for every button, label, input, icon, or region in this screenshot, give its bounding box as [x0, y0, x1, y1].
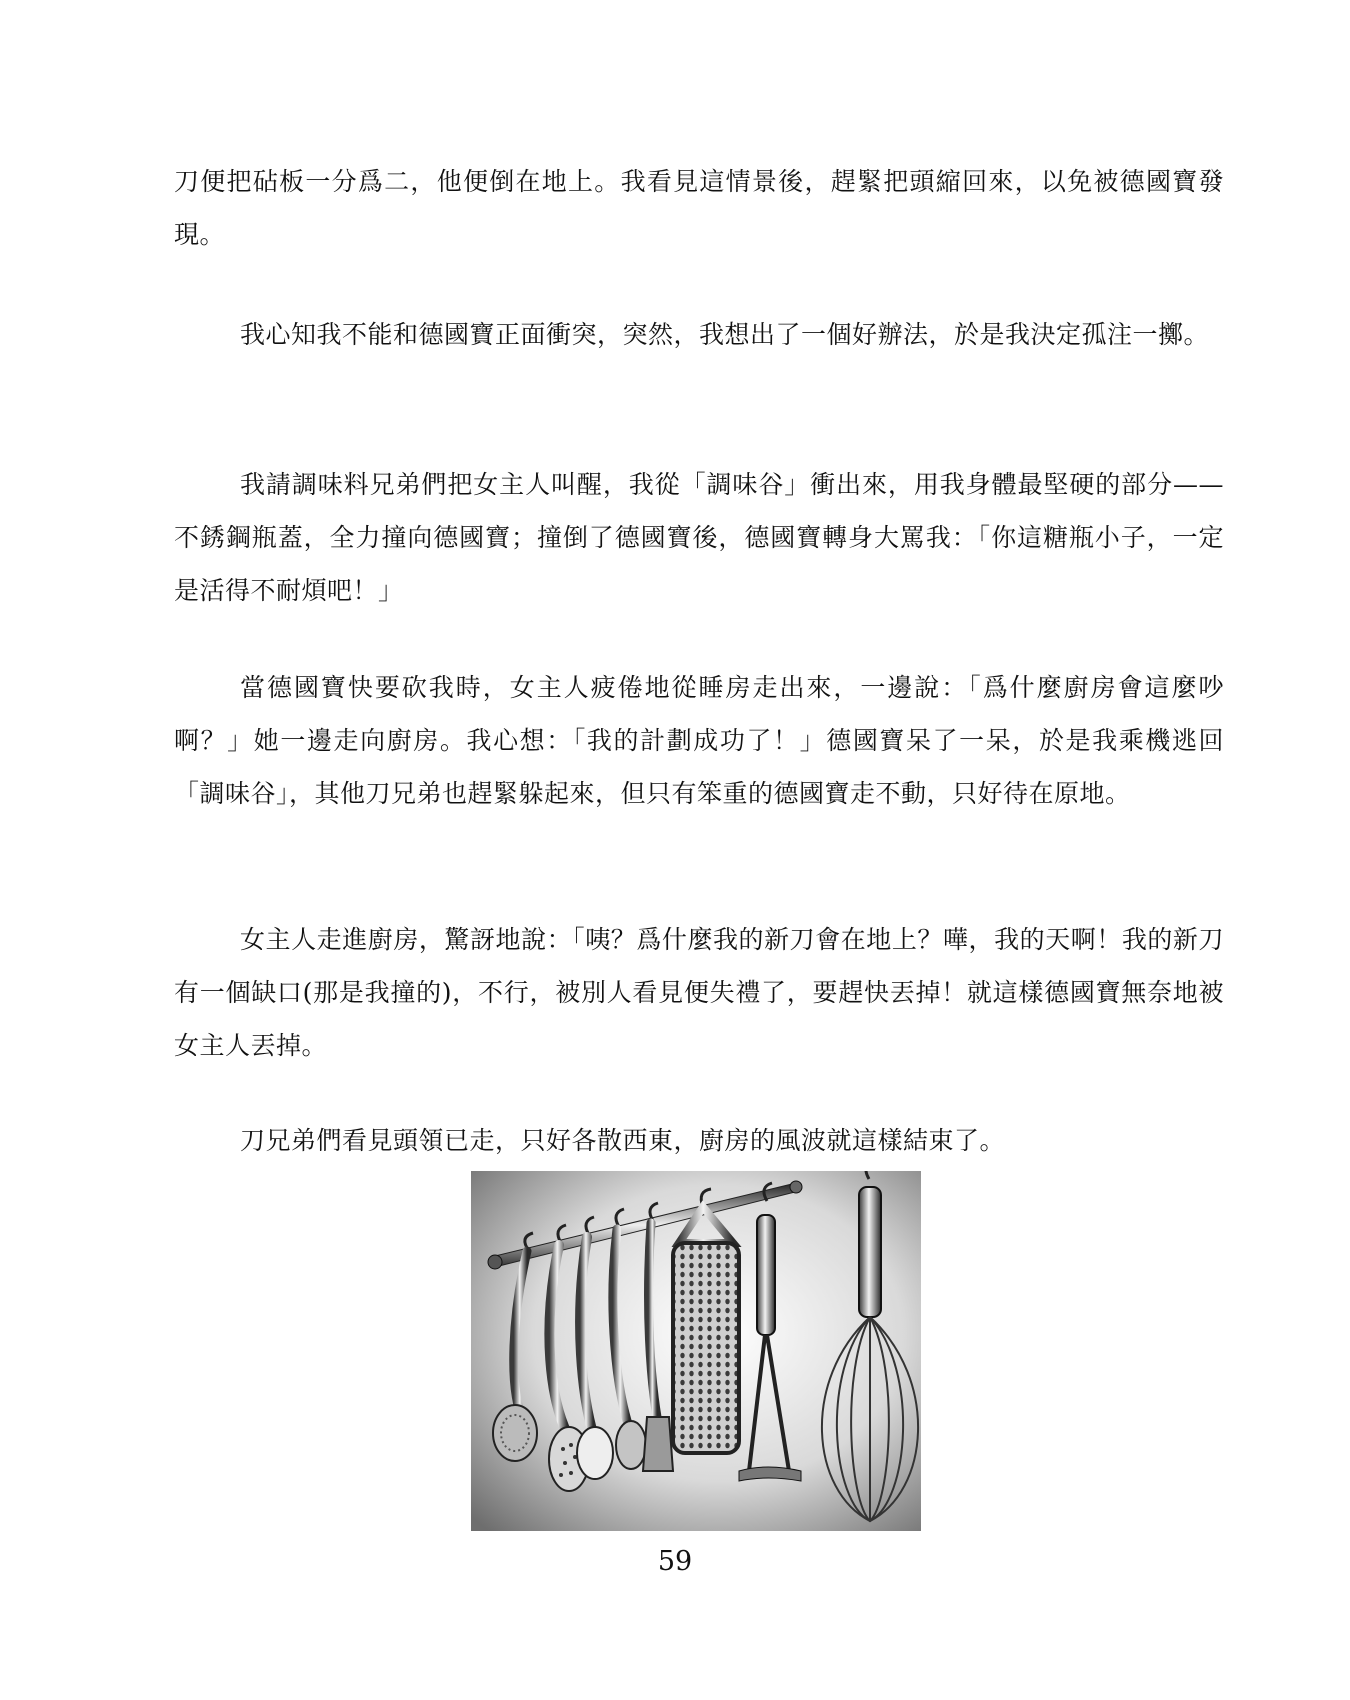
- paragraph-6: 刀兄弟們看見頭領已走，只好各散西東，廚房的風波就這樣結束了。: [240, 1126, 1006, 1155]
- paragraph-1: 刀便把砧板一分爲二，他便倒在地上。我看見這情景後，趕緊把頭縮回來，以免被德國寶發現。: [174, 167, 1224, 249]
- paragraph-3: 我請調味料兄弟們把女主人叫醒，我從「調味谷」衝出來，用我身體最堅硬的部分——不銹鋼瓶蓋，全力撞向德國寶；撞倒了德國寶後，德國寶轉身大罵我：「你這糖瓶小子，一定是活得不耐煩吧！」: [174, 470, 1224, 605]
- paragraph-5: 女主人走進廚房，驚訝地說：「咦？爲什麼我的新刀會在地上？嘩，我的天啊！我的新刀有一個缺口(那是我撞的)，不行，被別人看見便失禮了，要趕快丟掉！就這樣德國寶無奈地被女主人丟掉。: [174, 925, 1224, 1060]
- paragraph-2: 我心知我不能和德國寶正面衝突，突然，我想出了一個好辦法，於是我決定孤注一擲。: [240, 320, 1210, 349]
- kitchen-utensils-illustration: [471, 1171, 921, 1531]
- paragraph-4: 當德國寶快要砍我時，女主人疲倦地從睡房走出來，一邊說：「爲什麼廚房會這麼吵啊？」她一邊走向廚房。我心想：「我的計劃成功了！」德國寶呆了一呆，於是我乘機逃回「調味谷」，其他刀兄弟也趕緊躲起來，但只有笨重的德國寶走不動，只好待在原地。: [174, 673, 1224, 808]
- page-number: 59: [657, 1546, 693, 1577]
